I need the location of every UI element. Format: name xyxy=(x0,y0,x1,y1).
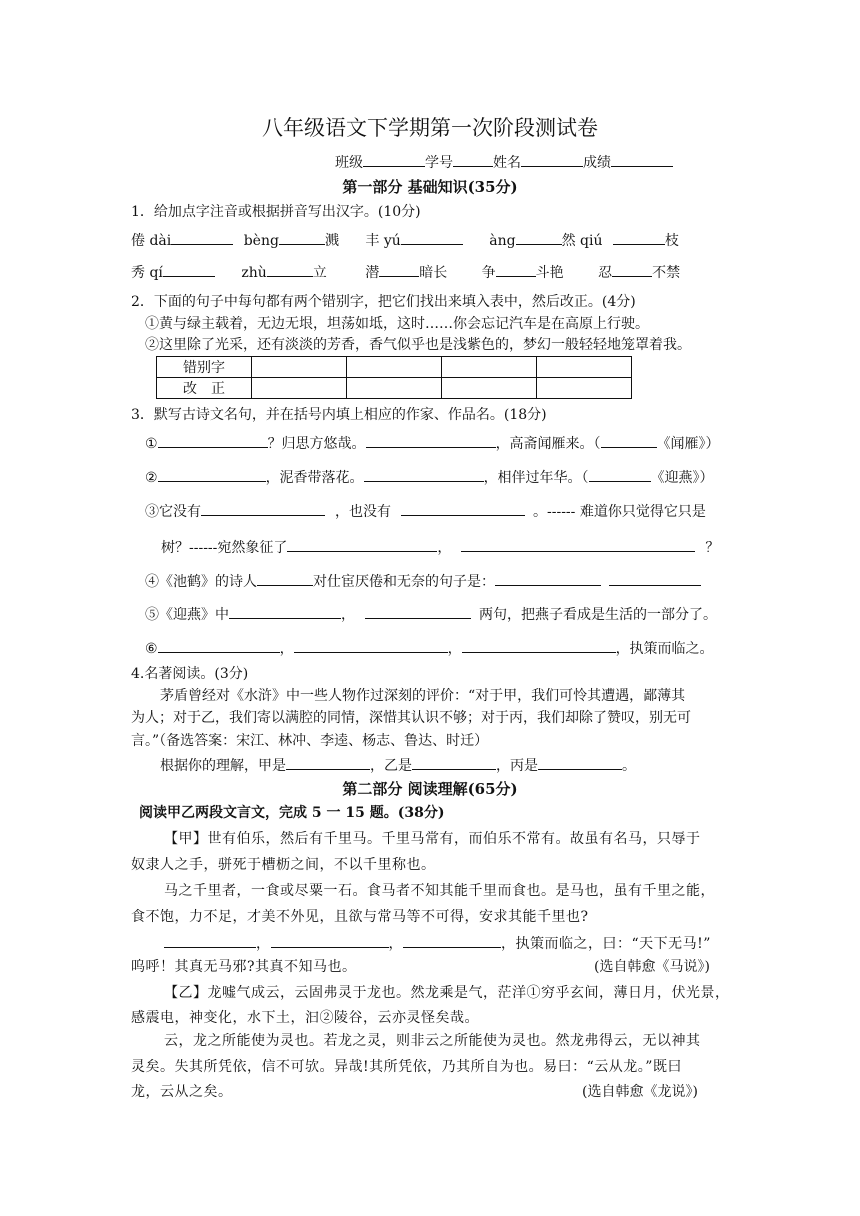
answer-blank[interactable] xyxy=(496,262,536,277)
q3-text: ， xyxy=(437,540,452,556)
answer-blank[interactable] xyxy=(279,230,325,245)
jia-text: ， xyxy=(388,936,403,952)
q1-item: 潜 xyxy=(365,265,380,281)
answer-blank[interactable] xyxy=(158,467,266,482)
table-cell[interactable] xyxy=(347,357,442,378)
page-title: 八年级语文下学期第一次阶段测试卷 xyxy=(262,116,598,140)
jia-text: ， xyxy=(256,936,271,952)
jia-line-2: 奴隶人之手，骈死于槽枥之间，不以千里称也。 xyxy=(131,857,436,873)
answer-blank[interactable] xyxy=(589,467,651,482)
q3-text: 《闻雁》） xyxy=(656,436,720,452)
score-blank[interactable] xyxy=(611,152,673,167)
q2-stem: 2．下面的句子中每句都有两个错别字，把它们找出来填入表中，然后改正。(4分) xyxy=(131,294,636,310)
q3-text: ④《池鹤》的诗人 xyxy=(145,574,257,590)
jia-line-5 xyxy=(164,933,711,954)
q1-item: 立 xyxy=(312,265,327,281)
q1-item: àng xyxy=(489,233,516,249)
part1-heading: 第一部分 基础知识(35分) xyxy=(342,178,518,196)
q1-item: bèng xyxy=(243,233,279,249)
answer-blank[interactable] xyxy=(294,638,448,653)
answer-blank[interactable] xyxy=(158,433,268,448)
jia-line-1: 【甲】世有伯乐，然后有千里马。千里马常有，而伯乐不常有。故虽有名马，只辱于 xyxy=(164,831,701,847)
jia-line-3: 马之千里者，一食或尽粟一石。食马者不知其能千里而食也。是马也，虽有千里之能， xyxy=(164,883,715,899)
q3-text: 对仕宦厌倦和无奈的句子是： xyxy=(313,574,495,590)
q3-text: ？归思方悠哉。 xyxy=(267,436,366,452)
answer-blank[interactable] xyxy=(401,230,463,245)
part2-heading: 第二部分 阅读理解(65分) xyxy=(342,780,518,798)
answer-blank[interactable] xyxy=(538,755,622,770)
q1-item: 争 xyxy=(481,265,496,281)
q4-answer-line xyxy=(160,755,636,776)
q1-item: 斗艳 xyxy=(535,265,564,281)
yi-source: (选自韩愈《龙说》) xyxy=(582,1084,698,1100)
part2-intro: 阅读甲乙两段文言文，完成 5 一 15 题。(38分) xyxy=(139,805,445,821)
q4-para-line-3: 言。”（备选答案：宋江、林冲、李逵、杨志、鲁达、时迁） xyxy=(131,733,489,749)
yi-line-5: 龙，云从之矣。 xyxy=(131,1084,233,1100)
table-cell[interactable] xyxy=(537,378,632,399)
q3-line-1 xyxy=(145,433,720,454)
jia-line-4: 食不饱，力不足，才美不外见，且欲与常马等不可得，安求其能千里也? xyxy=(131,909,589,925)
answer-blank[interactable] xyxy=(609,571,701,586)
q3-line-6 xyxy=(145,604,717,625)
q2-sentence-1: ①黄与绿主载着，无边无垠，坦荡如坻，这时……你会忘记汽车是在高原上行驶。 xyxy=(145,316,649,332)
answer-blank[interactable] xyxy=(271,933,389,948)
q3-text: ⑤《迎燕》中 xyxy=(145,607,229,623)
answer-blank[interactable] xyxy=(403,933,501,948)
q1-item: 忍 xyxy=(598,265,613,281)
answer-blank[interactable] xyxy=(412,755,496,770)
class-label: 班级 xyxy=(335,155,363,171)
jia-text: ，执策而临之，曰：“天下无马!” xyxy=(501,936,711,952)
answer-blank[interactable] xyxy=(366,433,496,448)
q1-row1 xyxy=(131,230,679,251)
q2-sentence-2: ②这里除了光采，还有淡淡的芳香，香气似乎也是浅紫色的，梦幻一般轻轻地笼罩着我。 xyxy=(145,337,691,353)
q4-text: 根据你的理解，甲是 xyxy=(160,758,286,774)
q1-item: 枝 xyxy=(664,233,679,249)
answer-blank[interactable] xyxy=(201,501,325,516)
answer-blank[interactable] xyxy=(267,262,313,277)
answer-blank[interactable] xyxy=(171,230,233,245)
id-label: 学号 xyxy=(425,155,453,171)
q3-text: ，执策而临之。 xyxy=(615,641,714,657)
q3-text: ② xyxy=(145,470,158,486)
table-label-fix: 改 正 xyxy=(157,378,252,399)
q3-text: ③它没有 xyxy=(145,504,201,520)
table-cell[interactable] xyxy=(252,357,347,378)
q4-text: ，乙是 xyxy=(370,758,412,774)
q3-text: ，泥香带落花。 xyxy=(265,470,364,486)
yi-line-4: 灵矣。失其所凭依，信不可欤。异哉!其所凭依，乃其所自为也。易曰：“云从龙。”既曰 xyxy=(131,1059,682,1075)
error-correction-table xyxy=(156,356,632,399)
class-blank[interactable] xyxy=(363,152,425,167)
q3-text: ，也没有 xyxy=(335,504,391,520)
table-cell[interactable] xyxy=(537,357,632,378)
q3-text: ， xyxy=(279,641,294,657)
score-label: 成绩 xyxy=(583,155,611,171)
answer-blank[interactable] xyxy=(613,230,665,245)
q4-para-line-1: 茅盾曾经对《水浒》中一些人物作过深刻的评价：“对于甲，我们可怜其遭遇，鄙薄其 xyxy=(160,688,686,704)
answer-blank[interactable] xyxy=(287,537,437,552)
q4-stem: 4.名著阅读。(3分) xyxy=(131,666,249,682)
q1-item: 暗长 xyxy=(419,265,448,281)
answer-blank[interactable] xyxy=(163,262,215,277)
answer-blank[interactable] xyxy=(286,755,370,770)
q3-line-7 xyxy=(145,638,714,659)
answer-blank[interactable] xyxy=(229,604,341,619)
student-info-line xyxy=(335,152,673,173)
yi-line-2: 感震电，神变化，水下土，汩②陵谷，云亦灵怪矣哉。 xyxy=(131,1010,479,1026)
name-label: 姓名 xyxy=(493,155,521,171)
table-cell[interactable] xyxy=(252,378,347,399)
yi-line-1: 【乙】龙嘘气成云，云固弗灵于龙也。然龙乘是气，茫洋①穷乎玄间，薄日月，伏光景， xyxy=(164,985,730,1001)
q1-item: 不禁 xyxy=(652,265,681,281)
q1-item: 然 qiú xyxy=(561,233,603,249)
id-blank[interactable] xyxy=(453,152,493,167)
answer-blank[interactable] xyxy=(164,933,256,948)
q3-text: 。------ 难道你只觉得它只是 xyxy=(533,504,706,520)
q3-text: 两句，把燕子看成是生活的一部分了。 xyxy=(479,607,717,623)
q3-stem: 3．默写古诗文名句，并在括号内填上相应的作家、作品名。(18分) xyxy=(131,407,547,423)
answer-blank[interactable] xyxy=(379,262,419,277)
q1-item: 丰 yú xyxy=(365,233,401,249)
q3-text: ⑥ xyxy=(145,641,158,657)
q3-text: 树？------宛然象征了 xyxy=(161,540,288,556)
q1-item: zhù xyxy=(241,265,267,281)
answer-blank[interactable] xyxy=(257,571,313,586)
jia-source: (选自韩愈《马说》) xyxy=(594,959,710,975)
q3-text: ， xyxy=(447,641,462,657)
table-cell[interactable] xyxy=(347,378,442,399)
q3-line-4 xyxy=(161,537,719,558)
answer-blank[interactable] xyxy=(462,638,616,653)
q1-row2 xyxy=(131,262,680,283)
q1-item: 溅 xyxy=(324,233,339,249)
q4-text: 。 xyxy=(622,758,636,774)
answer-blank[interactable] xyxy=(495,571,601,586)
q1-item: 倦 dài xyxy=(131,233,172,249)
q3-text: ， xyxy=(341,607,355,623)
q3-line-5 xyxy=(145,571,701,592)
q3-line-3 xyxy=(145,501,706,522)
q1-item: 秀 qí xyxy=(131,265,163,281)
answer-blank[interactable] xyxy=(365,604,471,619)
q3-text: 《迎燕》） xyxy=(650,470,714,486)
q4-para-line-2: 为人；对于乙，我们寄以满腔的同情，深惜其认识不够；对于丙，我们却除了赞叹，别无可 xyxy=(131,710,691,726)
jia-line-6: 呜呼！其真无马邪?其真不知马也。 xyxy=(131,959,357,975)
yi-line-3: 云，龙之所能使为灵也。若龙之灵，则非云之所能使为灵也。然龙弗得云，无以神其 xyxy=(164,1033,701,1049)
answer-blank[interactable] xyxy=(516,230,562,245)
q3-text: ，高斋闻雁来。（ xyxy=(495,436,601,452)
name-blank[interactable] xyxy=(521,152,583,167)
answer-blank[interactable] xyxy=(612,262,652,277)
answer-blank[interactable] xyxy=(461,537,695,552)
answer-blank[interactable] xyxy=(158,638,280,653)
q3-text: ，相伴过年华。（ xyxy=(483,470,589,486)
q3-text: ？ xyxy=(705,540,720,556)
answer-blank[interactable] xyxy=(401,501,525,516)
q3-text: ① xyxy=(145,436,158,452)
q3-line-2 xyxy=(145,467,714,488)
answer-blank[interactable] xyxy=(601,433,657,448)
q1-stem: 1．给加点字注音或根据拼音写出汉字。(10分) xyxy=(131,204,421,220)
table-label-wrong: 错别字 xyxy=(157,357,252,378)
q4-text: ，丙是 xyxy=(496,758,538,774)
answer-blank[interactable] xyxy=(364,467,484,482)
table-cell[interactable] xyxy=(442,378,537,399)
table-cell[interactable] xyxy=(442,357,537,378)
